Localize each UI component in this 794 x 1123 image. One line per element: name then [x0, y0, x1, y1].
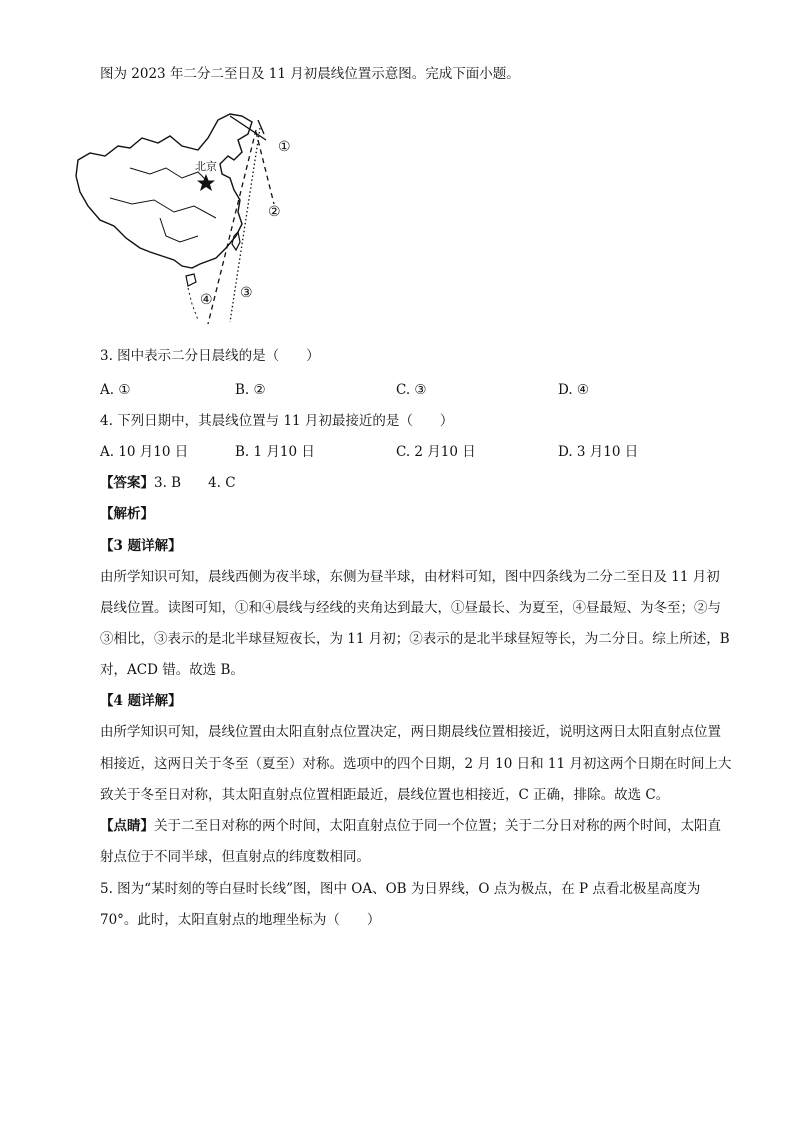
q4-option-b: B. 1 月10 日	[235, 444, 315, 460]
china-terminator-map	[70, 108, 310, 333]
tip-tag: 【点睛】	[100, 818, 154, 834]
beijing-label: 北京	[195, 161, 217, 173]
detail3-line-4: 对，ACD 错。故选 B。	[100, 662, 244, 678]
detail3-line-1: 由所学知识可知，晨线西侧为夜半球，东侧为昼半球，由材料可知，图中四条线为二分二至日及 11 月初	[100, 569, 720, 585]
detail4-line-1: 由所学知识可知，晨线位置由太阳直射点位置决定，两日期晨线位置相接近，说明这两日太阳直射点位置	[100, 724, 721, 740]
q3-option-a: A. ①	[100, 382, 131, 398]
q3-option-b: B. ②	[235, 382, 266, 398]
taiwan-island	[232, 232, 240, 250]
analysis-tag: 【解析】	[100, 506, 154, 522]
q3-option-d: D. ④	[558, 382, 590, 398]
q4-stem: 4. 下列日期中，其晨线位置与 11 月初最接近的是（ ）	[100, 413, 454, 429]
answer-tag: 【答案】	[100, 475, 154, 491]
line-label-2: ②	[268, 204, 281, 220]
tip-line-1	[100, 816, 721, 836]
beijing-star-icon	[197, 174, 215, 191]
detail3-line-2: 晨线位置。读图可知，①和④晨线与经线的夹角达到最大，①昼最长、为夏至，④昼最短、为冬至；②与	[100, 600, 721, 616]
line-label-4: ④	[200, 292, 213, 308]
detail4-line-2: 相接近，这两日关于冬至（夏至）对称。选项中的四个日期，2 月 10 日和 11 月初这两个日期在时间上大	[100, 756, 732, 772]
tip-line-2: 射点位于不同半球，但直射点的纬度数相同。	[100, 849, 370, 865]
tip-text-1: 关于二至日对称的两个时间，太阳直射点位于同一个位置；关于二分日对称的两个时间，太阳直	[154, 818, 721, 834]
line-label-1: ①	[278, 139, 291, 155]
q5-line-1: 5. 图为“某时刻的等白昼时长线”图，图中 OA、OB 为日界线，O 点为极点，在 P 点看北极星高度为	[100, 881, 701, 897]
china-outline	[76, 114, 252, 268]
answer-line	[100, 473, 236, 493]
hainan-island	[186, 274, 196, 286]
answer-text: 3. B 4. C	[154, 475, 236, 491]
terminator-line-2	[256, 132, 274, 204]
detail4-line-3: 致关于冬至日对称，其太阳直射点位置相距最近，晨线位置也相接近，C 正确，排除。故选 C。	[100, 787, 670, 803]
detail4-tag: 【4 题详解】	[100, 693, 182, 709]
q5-line-2: 70°。此时，太阳直射点的地理坐标为（ ）	[100, 912, 381, 928]
intro-text: 图为 2023 年二分二至日及 11 月初晨线位置示意图。完成下面小题。	[100, 66, 520, 82]
q4-option-d: D. 3 月10 日	[558, 444, 639, 460]
line-label-3: ③	[240, 285, 253, 301]
detail3-tag: 【3 题详解】	[100, 538, 182, 554]
q4-option-c: C. 2 月10 日	[396, 444, 476, 460]
q4-option-a: A. 10 月10 日	[100, 444, 189, 460]
q3-option-c: C. ③	[396, 382, 427, 398]
q3-stem: 3. 图中表示二分日晨线的是（ ）	[100, 348, 320, 364]
detail3-line-3: ③相比，③表示的是北半球昼短夜长，为 11 月初；②表示的是北半球昼短等长，为二分日。综上所述，B	[100, 631, 730, 647]
